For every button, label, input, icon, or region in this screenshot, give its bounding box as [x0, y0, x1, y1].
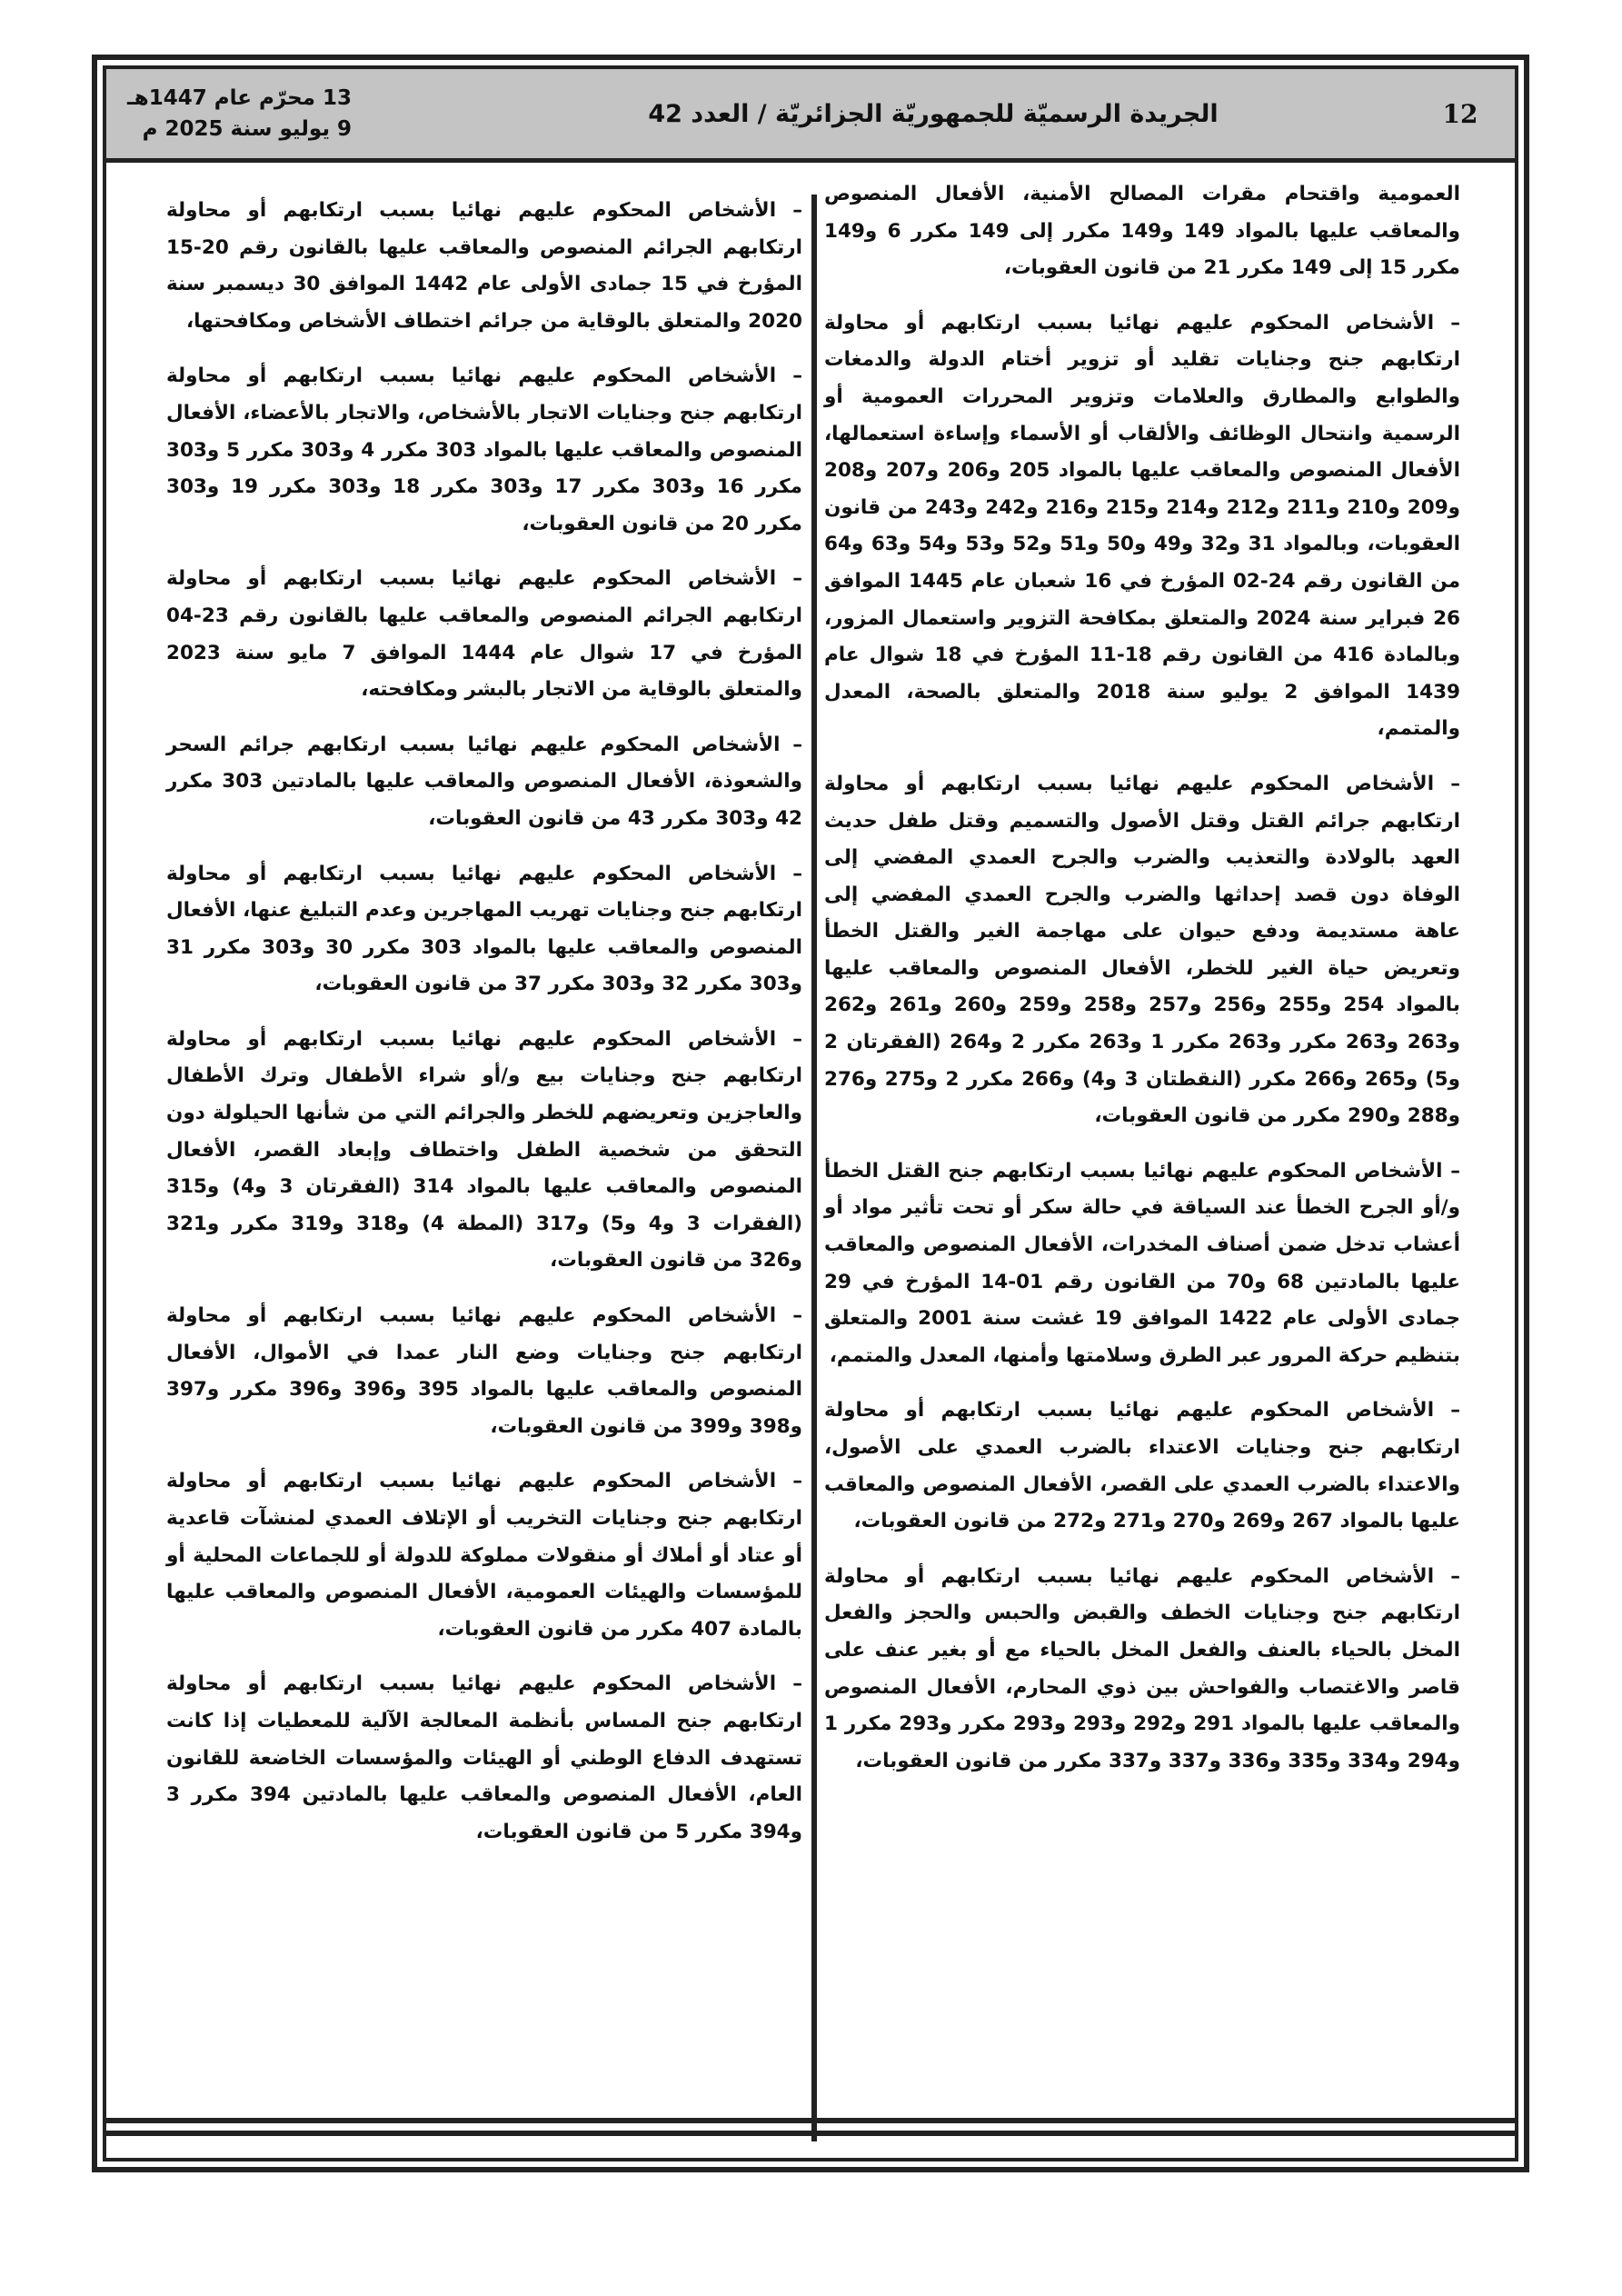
paragraph: – الأشخاص المحكوم عليهم نهائيا بسبب ارتكابهم جنح القتل الخطأ و/أو الجرح الخطأ عند السياقة في حالة سكر أو تحت تأثير مواد أو أعشاب تدخل ضمن أصناف المخدرات، الأفعال المنصوص والمعاقب عليها بالمادتين 68 و70 من القانون رقم 01-14 المؤرخ في 29 جمادى الأولى عام 1422 الموافق 19 غشت سنة 2001 والمتعلق بتنظيم حركة المرور عبر الطرق وسلامتها وأمنها، المعدل والمتمم،	[824, 1159, 1460, 1367]
page-number: 12	[1442, 98, 1478, 129]
right-column	[824, 183, 1461, 1798]
paragraph: – الأشخاص المحكوم عليهم نهائيا بسبب ارتكابهم أو محاولة ارتكابهم الجرائم المنصوص والمعاقب عليها بالقانون رقم 20-15 المؤرخ في 15 جمادى الأولى عام 1442 الموافق 30 ديسمبر سنة 2020 والمتعلق بالوقاية من جرائم اختطاف الأشخاص ومكافحتها،	[166, 199, 802, 333]
paragraph: – الأشخاص المحكوم عليهم نهائيا بسبب ارتكابهم أو محاولة ارتكابهم جنح وجنايات تقليد أو تزوير أختام الدولة والدمغات والطوابع والمطارق والعلامات وتزوير المحررات العمومية أو الرسمية وانتحال الوظائف والألقاب أو الأسماء وإساءة استعمالها، الأفعال المنصوص والمعاقب عليها بالمواد 205 و206 و207 و208 و209 و210 و211 و212 و214 و215 و216 و242 و243 من قانون العقوبات، وبالمواد 31 و32 و49 و50 و51 و52 و53 و54 و63 و64 من القانون رقم 24-02 المؤرخ في 16 شعبان عام 1445 الموافق 26 فبراير سنة 2024 والمتعلق بمكافحة التزوير واستعمال المزور، وبالمادة 416 من القانون رقم 18-11 المؤرخ في 18 شوال عام 1439 الموافق 2 يوليو سنة 2018 والمتعلق بالصحة، المعدل والمتمم،	[824, 311, 1461, 741]
paragraph: – الأشخاص المحكوم عليهم نهائيا بسبب ارتكابهم أو محاولة ارتكابهم جرائم القتل وقتل الأصول والتسميم وقتل طفل حديث العهد بالولادة والتعذيب والضرب والجرح العمدي المفضي إلى الوفاة دون قصد إحداثها والضرب والجرح العمدي المفضي إلى عاهة مستديمة ودفع حيوان على مهاجمة الغير والقتل الخطأ وتعريض حياة الغير للخطر، الأفعال المنصوص والمعاقب عليها بالمواد 254 و255 و256 و257 و258 و259 و260 و261 و262 و263 و263 مكرر و263 مكرر 1 و263 مكرر 2 و264 (الفقرتان 2 و5) و265 و266 مكرر (النقطتان 3 و4) و266 مكرر 2 و275 و276 و288 و290 مكرر من قانون العقوبات،	[824, 772, 1460, 1128]
paragraph: – الأشخاص المحكوم عليهم نهائيا بسبب ارتكابهم أو محاولة ارتكابهم جنح وجنايات التخريب أو الإتلاف العمدي لمنشآت قاعدية أو عتاد أو أملاك أو منقولات مملوكة للدولة أو للجماعات المحلية أو للمؤسسات والهيئات العمومية، الأفعال المنصوص والمعاقب عليها بالمادة 407 مكرر من قانون العقوبات،	[166, 1470, 802, 1641]
paragraph: – الأشخاص المحكوم عليهم نهائيا بسبب ارتكابهم أو محاولة ارتكابهم جنح وجنايات الاتجار بالأشخاص، والاتجار بالأعضاء، الأفعال المنصوص والمعاقب عليها بالمواد 303 مكرر 4 و303 مكرر 5 و303 مكرر 16 و303 مكرر 17 و303 مكرر 18 و303 مكرر 19 و303 مكرر 20 من قانون العقوبات،	[166, 364, 802, 535]
left-column	[166, 193, 802, 1869]
page-content	[106, 176, 1515, 2105]
date-gregorian: 9 يوليو سنة 2025 م	[142, 117, 352, 141]
paragraph: – الأشخاص المحكوم عليهم نهائيا بسبب ارتكابهم أو محاولة ارتكابهم جنح وجنايات وضع النار عمدا في الأموال، الأفعال المنصوص والمعاقب عليها بالمواد 395 و396 و396 مكرر و397 و398 و399 من قانون العقوبات،	[166, 1304, 803, 1438]
gazette-header	[106, 69, 1515, 163]
page-frame	[92, 55, 1529, 2172]
paragraph: – الأشخاص المحكوم عليهم نهائيا بسبب ارتكابهم أو محاولة ارتكابهم جنح وجنايات الخطف والقبض والحبس والحجز والفعل المخل بالحياء بالعنف والفعل المخل بالحياء مع أو بغير عنف على قاصر والاغتصاب والفواحش بين ذوي المحارم، الأفعال المنصوص والمعاقب عليها بالمواد 291 و292 و293 و293 مكرر و293 مكرر 1 و294 و334 و335 و336 و337 و337 مكرر من قانون العقوبات،	[824, 1564, 1460, 1772]
paragraph: – الأشخاص المحكوم عليهم نهائيا بسبب ارتكابهم أو محاولة ارتكابهم الجرائم المنصوص والمعاقب عليها بالقانون رقم 23-04 المؤرخ في 17 شوال عام 1444 الموافق 7 مايو سنة 2023 والمتعلق بالوقاية من الاتجار بالبشر ومكافحته،	[166, 567, 802, 702]
paragraph: – الأشخاص المحكوم عليهم نهائيا بسبب ارتكابهم أو محاولة ارتكابهم جنح وجنايات الاعتداء بالضرب العمدي على الأصول، والاعتداء بالضرب العمدي على القصر، الأفعال المنصوص والمعاقب عليها بالمواد 267 و269 و270 و271 و272 من قانون العقوبات،	[824, 1399, 1460, 1533]
page-inner-frame	[103, 65, 1518, 2161]
paragraph: – الأشخاص المحكوم عليهم نهائيا بسبب ارتكابهم أو محاولة ارتكابهم جنح وجنايات بيع و/أو شراء الأطفال وترك الأطفال والعاجزين وتعريضهم للخطر والجرائم التي من شأنها الحيلولة دون التحقق من شخصية الطفل واختطاف وإبعاد القصر، الأفعال المنصوص والمعاقب عليها بالمواد 314 (الفقرتان 3 و4) و315 (الفقرات 3 و4 و5) و317 (المطة 4) و318 و319 مكرر و321 و326 من قانون العقوبات،	[166, 1027, 803, 1273]
issue-date	[106, 83, 352, 145]
bottom-rule-second	[106, 2131, 1515, 2136]
gazette-title: الجريدة الرسميّة للجمهوريّة الجزائريّة / العدد 42	[648, 99, 1219, 128]
date-hijri: 13 محرّم عام 1447هـ	[126, 86, 352, 110]
paragraph: – الأشخاص المحكوم عليهم نهائيا بسبب ارتكابهم جرائم السحر والشعوذة، الأفعال المنصوص والمعاقب عليها بالمادتين 303 مكرر 42 و303 مكرر 43 من قانون العقوبات،	[166, 733, 802, 830]
column-divider	[811, 195, 817, 2141]
bottom-rule	[106, 2118, 1515, 2123]
paragraph: العمومية واقتحام مقرات المصالح الأمنية، الأفعال المنصوص والمعاقب عليها بالمواد 149 و149 مكرر إلى 149 مكرر 6 و149 مكرر 15 إلى 149 مكرر 21 من قانون العقوبات،	[824, 183, 1460, 280]
paragraph: – الأشخاص المحكوم عليهم نهائيا بسبب ارتكابهم أو محاولة ارتكابهم جنح وجنايات تهريب المهاجرين وعدم التبليغ عنها، الأفعال المنصوص والمعاقب عليها بالمواد 303 مكرر 30 و303 مكرر 31 و303 مكرر 32 و303 مكرر 37 من قانون العقوبات،	[166, 862, 802, 996]
paragraph: – الأشخاص المحكوم عليهم نهائيا بسبب ارتكابهم أو محاولة ارتكابهم جنح المساس بأنظمة المعالجة الآلية للمعطيات إذا كانت تستهدف الدفاع الوطني أو الهيئات والمؤسسات الخاضعة للقانون العام، الأفعال المنصوص والمعاقب عليها بالمادتين 394 مكرر 3 و394 مكرر 5 من قانون العقوبات،	[166, 1672, 802, 1843]
